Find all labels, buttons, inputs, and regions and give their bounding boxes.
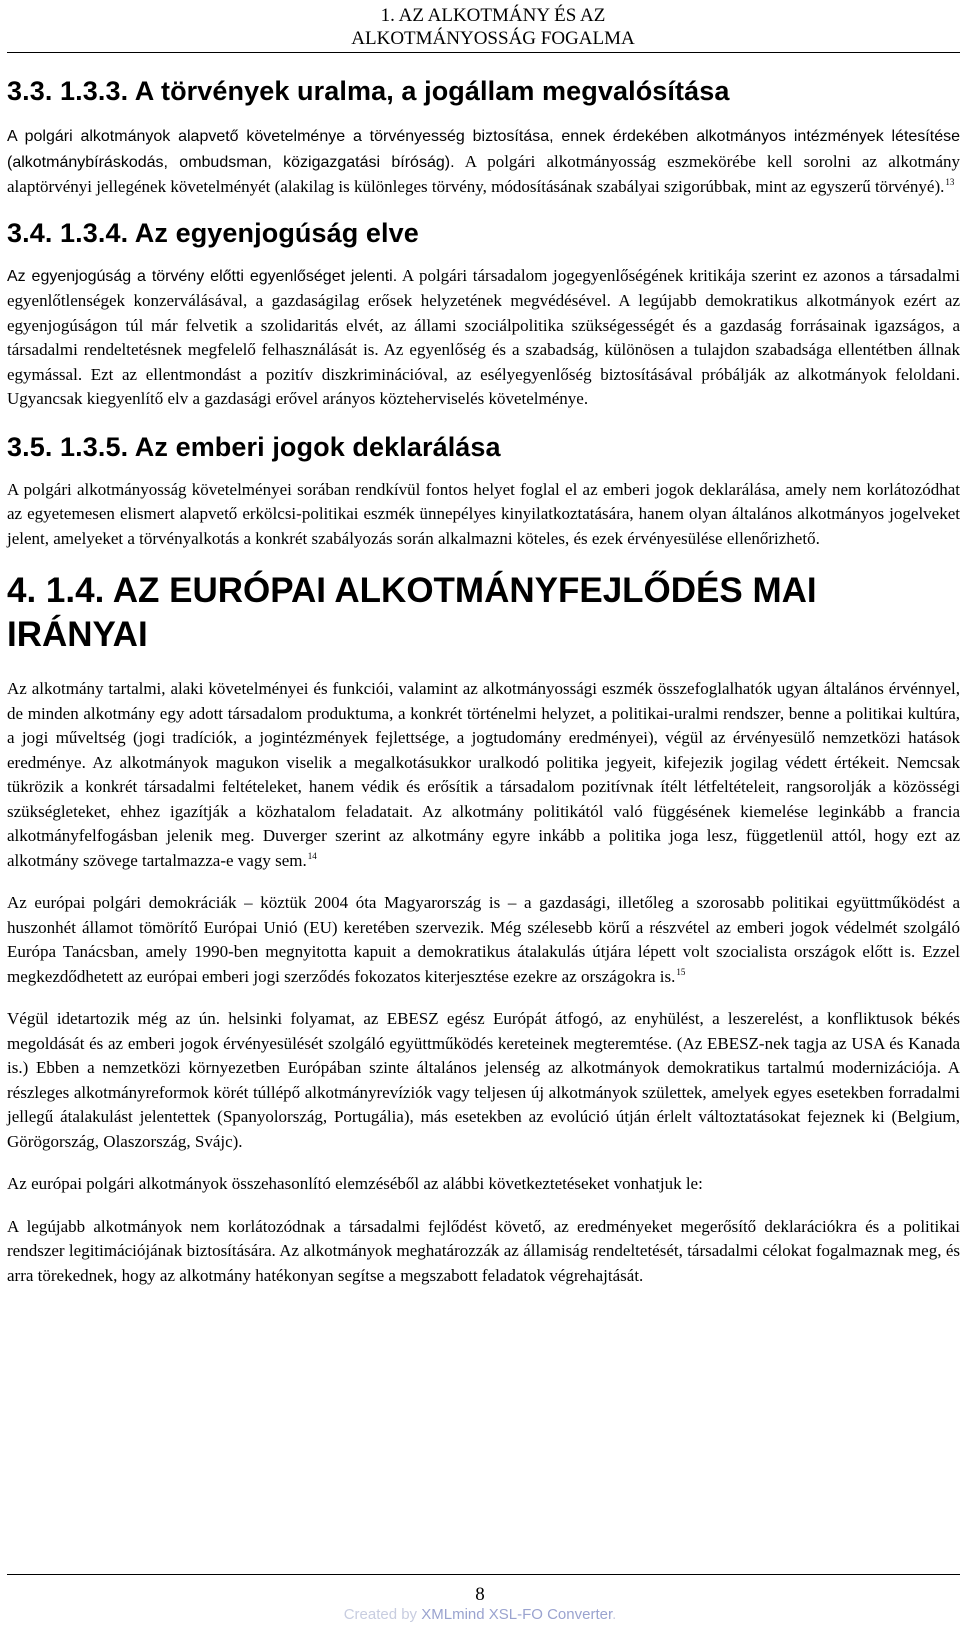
- section-3-3-paragraph: [7, 124, 960, 200]
- chapter-4-paragraph-3: Végül idetartozik még az ún. helsinki folyamat, az EBESZ egész Európát átfogó, az enyhülést, a leszerelést, a konfliktusok békés megoldását és az emberi jogok érvényesülését szolgáló együttműködés kereteinek megteremtése. (Az EBESZ-nek tagja az USA és Kanada is.) Ebben a nemzetközi környezetben Európában szinte általános jelenség az alkotmányok demokratikus tartalmú modernizációja. A részleges alkotmányreformok körét túllépő alkotmányrevíziók vagy teljesen új alkotmányok születtek, amelyek egyes esetekben forradalmi jellegű átalakulást jelentettek (Spanyolország, Portugália), más esetekben az evolúció útján érlelt változtatásokat fejeznek ki (Belgium, Görögország, Olaszország, Svájc).: [7, 1009, 960, 1151]
- section-3-3-paragraph-sans: A polgári alkotmányok alapvető követelménye a törvényesség biztosítása, ennek érdekében alkotmányos intézmények létesítése (alkotmánybíráskodás, ombudsman, közigazgatási bíróság).: [7, 128, 960, 171]
- footnote-ref-15[interactable]: 15: [676, 966, 686, 977]
- chapter-4-paragraph-2: [7, 891, 960, 989]
- running-header: [0, 4, 960, 50]
- footnote-ref-14[interactable]: 14: [307, 850, 317, 861]
- section-title-3-5: 3.5. 1.3.5. Az emberi jogok deklarálása: [7, 431, 501, 462]
- watermark-brand: XMLmind XSL-FO Converter: [421, 1606, 613, 1623]
- watermark-prefix: Created by: [343, 1606, 422, 1623]
- chapter-title-4: 4. 1.4. AZ EURÓPAI ALKOTMÁNYFEJLŐDÉS MAI IRÁNYAI: [7, 571, 817, 654]
- converter-watermark: [0, 1606, 960, 1623]
- header-divider: [7, 52, 960, 53]
- chapter-4-paragraph-2-text: Az európai polgári demokráciák – köztük 2004 óta Magyarország is – a gazdasági, illetőleg a szorosabb politikai együttműködést a huszonhét államot tömörítő Európai Unió (EU) keretében szervezik. Még szélesebb körű a részvétel az emberi jogok védelmét szolgáló Európa Tanácsban, amely 1990-ben megnyitotta kapuit a demokratikus átalakulás útjára lépett volt szocialista országok előtt is. Ezzel megkezdődhetett az európai emberi jogi szerződés fokozatos kiterjesztése ezekre az országokra is.: [7, 893, 960, 986]
- section-3-4-paragraph-serif: A polgári társadalom jogegyenlőségének kritikája szerint ez azonos a társadalmi egyenlőtlenségek konzerválásával, a gazdaságilag erősek helyzetének megvédésével. A legújabb demokratikus alkotmányok ezért az egyenjogúságon túl már felvetik a szolidaritás elvét, az állami szociálpolitika szükségességét és a gazdaság forrásainak igazságos, a társadalmi rendeltetésnek megfelelő felhasználását is. Az egyenlőség és a szabadság, különösen a tulajdon szabadsága ellentétben állnak egymással. Ezt az ellentmondást a pozitív diszkriminációval, az esélyegyenlőség biztosításával próbálják az alkotmányok feloldani. Ugyancsak kiegyenlítő elv a gazdasági erővel arányos közteherviselés követelménye.: [7, 265, 960, 408]
- section-title-3-3: 3.3. 1.3.3. A törvények uralma, a jogállam megvalósítása: [7, 76, 730, 106]
- page-number: 8: [475, 1584, 485, 1605]
- running-header-line-2: ALKOTMÁNYOSSÁG FOGALMA: [351, 28, 635, 49]
- chapter-4-paragraph-1-text: Az alkotmány tartalmi, alaki követelményei és funkciói, valamint az alkotmányossági eszmék összefoglalhatók ugyan általános érvénnyel, de minden alkotmány egy adott társadalom produktuma, a konkrét történelmi helyzet, a politikai-uralmi rendszer, benne a politikai kultúra, a jogi műveltség (jogi tradíciók, a jogintézmények fejlettsége, a jogtudomány eredményei), végül az érvényesülő nemzetközi hatások eredménye. Az alkotmányok magukon viselik a megalkotásukkor uralkodó politika jegyeit, kifejezik jogilag védett értékeit. Nemcsak tükrözik a konkrét társadalmi feltételeket, hanem védik és erősítik a társadalom pozitívnak ítélt létfeltételeit, rangsorolják a közösségi szükségleteket, ehhez igazítják a közhatalom feladatait. Az alkotmány politikától való függésének kiemelése leginkább a francia alkotmányfelfogásban jelenik meg. Duverger szerint az alkotmány egyre inkább a politika joga lesz, függetlenül attól, hogy ezt az alkotmány szövege tartalmazza-e vagy sem.: [7, 679, 960, 870]
- watermark-suffix: .: [612, 1606, 617, 1623]
- footnote-ref-13[interactable]: 13: [945, 177, 955, 187]
- section-3-4-paragraph: [7, 264, 960, 412]
- section-3-4-paragraph-sans: Az egyenjogúság a törvény előtti egyenlőséget jelenti.: [7, 267, 398, 285]
- chapter-4-paragraph-1: [7, 677, 960, 873]
- page-body: [7, 74, 960, 1288]
- chapter-4-paragraph-4: Az európai polgári alkotmányok összehasonlító elemzéséből az alábbi következtetéseket vonhatjuk le:: [7, 1174, 703, 1193]
- chapter-4-paragraph-5: A legújabb alkotmányok nem korlátozódnak a társadalmi fejlődést követő, az eredményeket megerősítő deklarációkra és a politikai rendszer legitimációjának biztosítására. Az alkotmányok meghatározzák az államiság rendeltetését, társadalmi célokat fogalmaznak meg, és arra törekednek, hogy az alkotmány hatékonyan segítse a megszabott feladatok végrehajtását.: [7, 1216, 960, 1285]
- running-header-line-1: 1. AZ ALKOTMÁNY ÉS AZ: [380, 5, 606, 26]
- section-3-5-paragraph: A polgári alkotmányosság követelményei sorában rendkívül fontos helyet foglal el az emberi jogok deklarálása, amely nem korlátozódhat az egyetemesen elismert alapvető erkölcsi-politikai eszmék ünnepélyes kinyilatkoztatására, hanem olyan általános alkotmányos jogelveket jelent, amelyeket a törvényalkotás a konkrét szabályozás során alkalmazni köteles, és ezek érvényesülése ellenőrizhető.: [7, 479, 960, 548]
- footer-divider: [7, 1574, 960, 1575]
- section-3-3-paragraph-serif: A polgári alkotmányosság eszmekörébe kell sorolni az alkotmány alaptörvényi jellegének követelményét (alakilag is különleges törvény, módosításának szabályai szigorúbbak, mint az egyszerű törvényé).: [7, 151, 960, 196]
- section-title-3-4: 3.4. 1.3.4. Az egyenjogúság elve: [7, 217, 419, 248]
